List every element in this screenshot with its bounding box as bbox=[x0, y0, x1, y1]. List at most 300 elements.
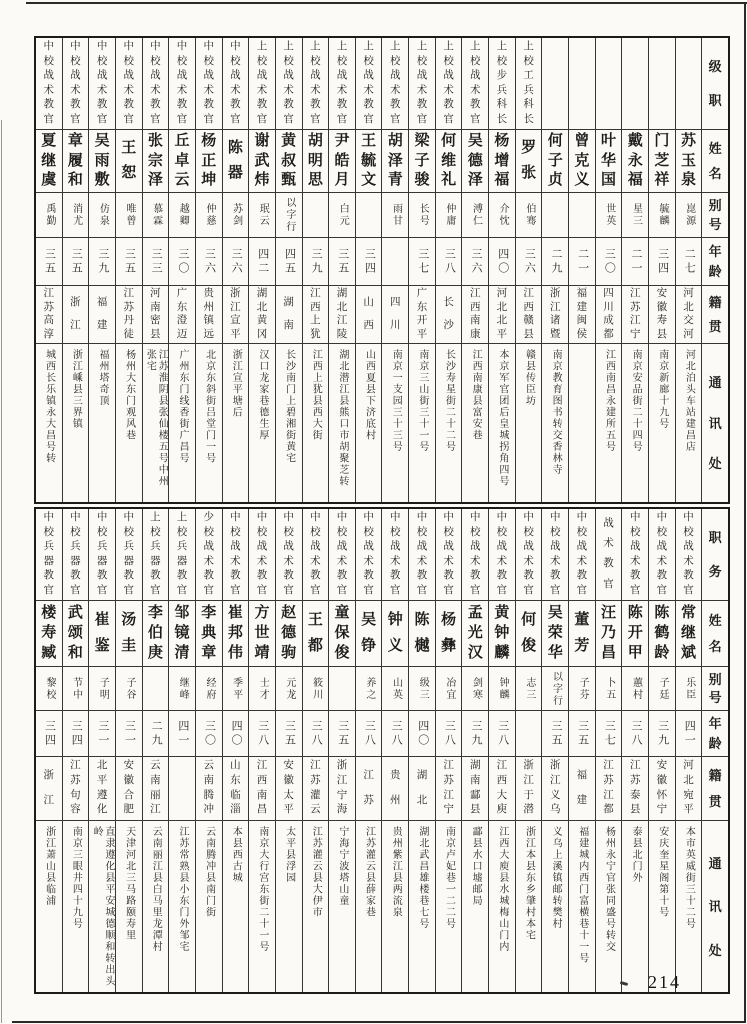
alias-text: 长号 bbox=[417, 203, 429, 227]
cell-age bbox=[356, 238, 382, 286]
header-column bbox=[701, 509, 728, 992]
alias-text: 雨甘 bbox=[390, 203, 402, 227]
cell-alias bbox=[36, 193, 62, 238]
origin-text: 江 苏 灌 云 bbox=[310, 760, 321, 816]
cell-rank bbox=[409, 38, 435, 130]
address-text: 安庆奎星阁第十号 bbox=[656, 826, 668, 918]
cell-name bbox=[116, 601, 142, 667]
cell-alias bbox=[462, 667, 488, 711]
origin-text: 湖 北 江 陵 bbox=[336, 288, 348, 340]
rank-text: 中 校 兵 器 教 官 bbox=[43, 512, 55, 596]
name-text: 董 芳 bbox=[574, 611, 590, 655]
cell-alias bbox=[489, 193, 515, 238]
origin-text: 江 苏 江 都 bbox=[603, 760, 614, 816]
cell-rank bbox=[89, 38, 115, 130]
cell-rank bbox=[542, 38, 568, 130]
cell-age bbox=[89, 238, 115, 286]
cell-rank bbox=[196, 38, 222, 130]
name-text: 黄 钟 麟 bbox=[494, 605, 510, 661]
age-text: 三四 bbox=[70, 719, 83, 748]
cell-address bbox=[382, 344, 408, 502]
header-cell-name bbox=[702, 601, 728, 667]
alias-text: 介忱 bbox=[497, 203, 509, 227]
rank-text: 中 校 战 术 教 官 bbox=[683, 512, 694, 596]
cell-age bbox=[516, 238, 542, 286]
cell-alias bbox=[409, 193, 435, 238]
cell-rank bbox=[356, 509, 382, 601]
cell-alias bbox=[462, 193, 488, 238]
address-text: 贵州紫江县两流泉 bbox=[390, 826, 402, 918]
cell-alias bbox=[63, 193, 89, 238]
person-column bbox=[62, 38, 89, 502]
alias-text: 以字行 bbox=[283, 197, 295, 233]
cell-name bbox=[196, 601, 222, 667]
cell-address bbox=[676, 821, 702, 992]
cell-rank bbox=[676, 38, 702, 130]
header-column bbox=[701, 38, 728, 502]
header-label-age: 年 龄 bbox=[708, 244, 722, 279]
cell-alias bbox=[542, 667, 568, 711]
cell-origin bbox=[542, 757, 568, 821]
origin-text: 江 西 南 康 bbox=[470, 288, 481, 340]
alias-text: 季平 bbox=[230, 676, 242, 701]
origin-text: 北 平 遵 化 bbox=[96, 760, 108, 816]
person-column bbox=[541, 509, 568, 992]
cell-age bbox=[249, 238, 275, 286]
rank-text: 上 校 战 术 教 官 bbox=[443, 41, 454, 125]
cell-address bbox=[462, 344, 488, 502]
rank-text bbox=[542, 38, 568, 129]
address-text: 江西南康县富安巷 bbox=[470, 349, 482, 441]
age-text: 三六 bbox=[470, 247, 483, 276]
cell-alias bbox=[303, 193, 329, 238]
origin-text: 贵 州 bbox=[390, 770, 401, 806]
rank-text: 少 校 战 术 教 官 bbox=[203, 512, 214, 596]
origin-text: 江 苏 bbox=[363, 770, 374, 806]
name-text: 曾 克 义 bbox=[574, 133, 590, 188]
cell-rank bbox=[462, 38, 488, 130]
cell-alias bbox=[382, 193, 408, 238]
cell-rank bbox=[436, 509, 462, 601]
scan-edge-right bbox=[744, 2, 746, 1023]
age-text: 三六 bbox=[523, 247, 536, 276]
person-column bbox=[595, 509, 622, 992]
rank-text: 上 校 战 术 教 官 bbox=[283, 41, 294, 125]
cell-age bbox=[196, 711, 222, 757]
cell-name bbox=[116, 130, 142, 193]
cell-rank bbox=[63, 509, 89, 601]
age-text: 四二 bbox=[256, 247, 269, 276]
name-text: 杨 增 福 bbox=[494, 133, 510, 188]
cell-rank bbox=[596, 38, 622, 130]
header-label-address: 通 讯 处 bbox=[708, 855, 722, 958]
person-column bbox=[488, 38, 515, 502]
cell-address bbox=[436, 344, 462, 502]
name-text: 吴 铮 bbox=[361, 611, 377, 655]
origin-text: 江 苏 句 容 bbox=[70, 760, 81, 816]
cell-origin bbox=[489, 286, 515, 344]
origin-text: 安 徽 太 平 bbox=[283, 760, 294, 816]
name-text: 陈 开 甲 bbox=[627, 605, 643, 661]
cell-origin bbox=[356, 286, 382, 344]
alias-text: 山英 bbox=[390, 676, 402, 701]
cell-age bbox=[223, 711, 249, 757]
cell-address bbox=[116, 344, 142, 502]
cell-rank bbox=[676, 509, 702, 601]
cell-name bbox=[329, 601, 355, 667]
cell-address bbox=[489, 344, 515, 502]
cell-age bbox=[436, 238, 462, 286]
cell-origin bbox=[143, 757, 169, 821]
cell-name bbox=[382, 130, 408, 193]
cell-age bbox=[169, 711, 195, 757]
cell-address bbox=[596, 344, 622, 502]
name-text: 叶 华 国 bbox=[601, 133, 617, 188]
person-column bbox=[275, 38, 302, 502]
cell-name bbox=[462, 130, 488, 193]
cell-name bbox=[382, 601, 408, 667]
cell-alias bbox=[676, 193, 702, 238]
alias-text: 溥仁 bbox=[470, 203, 482, 227]
age-text: 三三 bbox=[150, 247, 163, 276]
age-text: 三四 bbox=[43, 719, 56, 748]
cell-origin bbox=[569, 286, 595, 344]
header-cell-address bbox=[702, 821, 728, 992]
person-column bbox=[435, 38, 462, 502]
origin-text: 广 东 澄 迈 bbox=[176, 288, 188, 340]
cell-origin bbox=[676, 757, 702, 821]
rank-text: 上 校 战 术 教 官 bbox=[470, 41, 481, 125]
cell-origin bbox=[676, 286, 702, 344]
address-text: 南京一支园三十三号 bbox=[390, 349, 402, 453]
address-text: 浙江本县东乡肇村本宅 bbox=[523, 826, 535, 941]
person-column bbox=[568, 509, 595, 992]
cell-origin bbox=[382, 757, 408, 821]
age-text: 三一 bbox=[96, 719, 109, 748]
rank-text: 中 校 兵 器 教 官 bbox=[123, 512, 134, 596]
alias-text: 子芬 bbox=[577, 676, 589, 701]
origin-text: 湖 北 黄 冈 bbox=[256, 288, 268, 340]
cell-alias bbox=[223, 193, 249, 238]
address-text: 江西上犹县西大街 bbox=[310, 349, 322, 441]
origin-text: 浙 江 bbox=[43, 770, 55, 806]
age-text: 三五 bbox=[123, 247, 136, 276]
person-column bbox=[222, 509, 249, 992]
origin-text: 浙 江 宣 平 bbox=[230, 288, 241, 340]
cell-age bbox=[542, 711, 568, 757]
cell-address bbox=[436, 821, 462, 992]
cell-origin bbox=[89, 286, 115, 344]
origin-text: 四 川 成 都 bbox=[603, 288, 614, 340]
age-text: 二一 bbox=[629, 247, 642, 276]
scan-edge-bottom bbox=[12, 1021, 746, 1023]
name-text: 罗 张 bbox=[521, 139, 537, 182]
cell-name bbox=[489, 130, 515, 193]
cell-origin bbox=[36, 286, 62, 344]
cell-age bbox=[276, 238, 302, 286]
cell-name bbox=[516, 601, 542, 667]
cell-rank bbox=[169, 38, 195, 130]
alias-text: 级三 bbox=[417, 676, 429, 701]
name-text: 张 宗 泽 bbox=[147, 133, 163, 188]
scan-edge-left bbox=[1, 120, 2, 1023]
cell-alias bbox=[489, 667, 515, 711]
age-text: 三〇 bbox=[203, 719, 216, 748]
address-text: 赣县传臣坊 bbox=[523, 349, 535, 407]
cell-origin bbox=[169, 757, 195, 821]
age-text: 三八 bbox=[363, 719, 376, 748]
cell-name bbox=[356, 130, 382, 193]
cell-origin bbox=[356, 757, 382, 821]
cell-name bbox=[409, 130, 435, 193]
name-text: 杨 彝 bbox=[441, 611, 457, 655]
cell-address bbox=[516, 344, 542, 502]
name-text: 汪 乃 昌 bbox=[601, 605, 617, 661]
cell-age bbox=[649, 711, 675, 757]
cell-rank bbox=[516, 38, 542, 130]
cell-name bbox=[36, 601, 62, 667]
header-label-name: 姓 名 bbox=[708, 613, 722, 654]
cell-origin bbox=[622, 286, 648, 344]
address-text: 汉口龙家巷德生厚 bbox=[256, 349, 268, 441]
cell-name bbox=[143, 601, 169, 667]
origin-text: 湖 北 bbox=[416, 770, 428, 806]
origin-text: 湖 南 bbox=[283, 297, 294, 331]
header-cell-origin bbox=[702, 286, 728, 344]
cell-name bbox=[622, 601, 648, 667]
age-text: 四〇 bbox=[496, 247, 509, 276]
age-text: 三八 bbox=[629, 719, 642, 748]
cell-name bbox=[196, 130, 222, 193]
cell-address bbox=[116, 821, 142, 992]
rank-text: 中 校 战 术 教 官 bbox=[416, 512, 428, 596]
cell-address bbox=[489, 821, 515, 992]
cell-age bbox=[143, 711, 169, 757]
name-text: 孟 光 汉 bbox=[467, 605, 483, 661]
header-cell-name bbox=[702, 130, 728, 193]
rank-text: 上 校 战 术 教 官 bbox=[416, 41, 428, 125]
name-text: 苏 玉 泉 bbox=[681, 133, 697, 188]
rank-text: 中 校 战 术 教 官 bbox=[390, 512, 401, 596]
name-text: 崔 邦 伟 bbox=[227, 605, 243, 661]
name-text: 钟 义 bbox=[387, 611, 403, 655]
rank-text: 中 校 战 术 教 官 bbox=[470, 512, 481, 596]
cell-age bbox=[89, 711, 115, 757]
age-text: 三八 bbox=[256, 719, 269, 748]
cell-age bbox=[382, 238, 408, 286]
rank-text: 中 校 战 术 教 官 bbox=[256, 512, 268, 596]
rank-text: 中 校 战 术 教 官 bbox=[70, 41, 81, 125]
address-text: 山西夏县下济底村 bbox=[363, 349, 375, 441]
age-text: 三五 bbox=[70, 247, 83, 276]
cell-age bbox=[303, 711, 329, 757]
cell-origin bbox=[649, 286, 675, 344]
officer-table-bottom bbox=[34, 507, 730, 994]
cell-address bbox=[622, 344, 648, 502]
name-text: 李 典 章 bbox=[201, 605, 217, 661]
cell-rank bbox=[436, 38, 462, 130]
rank-text bbox=[649, 38, 675, 129]
name-text: 方 世 靖 bbox=[254, 605, 270, 661]
rank-text bbox=[596, 38, 622, 129]
cell-origin bbox=[63, 286, 89, 344]
name-text: 赵 德 驹 bbox=[281, 605, 297, 661]
cell-age bbox=[116, 238, 142, 286]
origin-text: 湖 南 酃 县 bbox=[470, 760, 481, 816]
cell-address bbox=[569, 821, 595, 992]
person-column bbox=[248, 38, 275, 502]
cell-name bbox=[89, 601, 115, 667]
cell-name bbox=[462, 601, 488, 667]
cell-age bbox=[329, 711, 355, 757]
cell-origin bbox=[409, 286, 435, 344]
person-column bbox=[675, 38, 702, 502]
name-text: 邹 镜 清 bbox=[174, 605, 190, 661]
age-text: 三〇 bbox=[603, 247, 616, 276]
origin-text: 长 沙 bbox=[443, 297, 454, 331]
alias-text: 世英 bbox=[603, 203, 615, 227]
cell-address bbox=[36, 344, 62, 502]
cell-name bbox=[89, 130, 115, 193]
cell-age bbox=[249, 711, 275, 757]
cell-address bbox=[169, 821, 195, 992]
address-text: 宁海宁波塔山童 bbox=[336, 826, 348, 907]
age-text: 三四 bbox=[656, 247, 669, 276]
name-text: 胡 明 思 bbox=[307, 133, 323, 188]
age-text: 二九 bbox=[550, 247, 562, 276]
cell-age bbox=[116, 711, 142, 757]
cell-address bbox=[622, 821, 648, 992]
rank-text: 上 校 战 术 教 官 bbox=[336, 41, 348, 125]
age-text: 二九 bbox=[150, 719, 163, 748]
age-text: 三九 bbox=[656, 719, 669, 748]
cell-alias bbox=[276, 193, 302, 238]
rank-text: 战 术 教 官 bbox=[603, 517, 614, 590]
cell-address bbox=[36, 821, 62, 992]
header-label-rank: 级 职 bbox=[708, 58, 722, 109]
header-label-rank: 职 务 bbox=[708, 529, 722, 580]
name-text: 吴 荣 华 bbox=[547, 605, 563, 661]
cell-alias bbox=[303, 667, 329, 711]
cell-address bbox=[249, 344, 275, 502]
origin-text: 江 西 上 犹 bbox=[310, 288, 321, 340]
cell-origin bbox=[223, 286, 249, 344]
cell-address bbox=[303, 344, 329, 502]
alias-text: 子明 bbox=[97, 676, 109, 701]
person-column bbox=[621, 509, 648, 992]
age-text: 三七 bbox=[416, 247, 429, 276]
cell-origin bbox=[249, 757, 275, 821]
header-cell-rank bbox=[702, 38, 728, 130]
origin-text: 安 徽 寿 县 bbox=[656, 288, 668, 340]
cell-rank bbox=[303, 38, 329, 130]
person-column bbox=[302, 509, 329, 992]
cell-origin bbox=[516, 757, 542, 821]
cell-alias bbox=[436, 667, 462, 711]
rank-text: 中 校 战 术 教 官 bbox=[176, 41, 188, 125]
origin-text: 江 苏 丹 徒 bbox=[123, 288, 134, 340]
cell-alias bbox=[276, 667, 302, 711]
cell-name bbox=[409, 601, 435, 667]
cell-address bbox=[409, 344, 435, 502]
alias-text: 白元 bbox=[337, 203, 349, 227]
address-text: 义乌上溪镇邮转樊村 bbox=[550, 826, 562, 930]
cell-age bbox=[649, 238, 675, 286]
origin-text: 浙 江 于 潜 bbox=[523, 760, 534, 816]
header-cell-address bbox=[702, 344, 728, 502]
cell-address bbox=[569, 344, 595, 502]
cell-alias bbox=[436, 193, 462, 238]
age-text: 三八 bbox=[310, 719, 323, 748]
alias-text: 星三 bbox=[630, 203, 642, 227]
header-label-age: 年 龄 bbox=[708, 716, 722, 751]
cell-age bbox=[542, 238, 568, 286]
person-column bbox=[515, 38, 542, 502]
age-text: 三六 bbox=[203, 247, 216, 276]
cell-address bbox=[169, 344, 195, 502]
cell-address bbox=[89, 344, 115, 502]
cell-alias bbox=[356, 667, 382, 711]
age-text: 三七 bbox=[603, 719, 616, 748]
address-text: 福建城内西门富横巷十一号 bbox=[576, 826, 588, 964]
cell-rank bbox=[382, 38, 408, 130]
address-text: 本县西古城 bbox=[230, 826, 242, 884]
address-text: 太平县浮园 bbox=[283, 826, 295, 884]
age-text: 二一 bbox=[576, 247, 589, 276]
cell-rank bbox=[329, 509, 355, 601]
address-text: 湖北潜江县熊口市胡聚芝转 bbox=[336, 349, 348, 487]
address-text: 南京三眼井四十九号 bbox=[70, 826, 82, 930]
cell-origin bbox=[329, 286, 355, 344]
origin-text: 贵 州 镇 远 bbox=[203, 288, 214, 340]
cell-address bbox=[462, 821, 488, 992]
alias-text: 伯骞 bbox=[523, 203, 535, 227]
origin-text: 江 西 大 庾 bbox=[496, 760, 508, 816]
age-text: 三八 bbox=[443, 719, 456, 748]
person-column bbox=[142, 38, 169, 502]
cell-origin bbox=[382, 286, 408, 344]
age-text: 三八 bbox=[496, 719, 509, 748]
address-text: 福州塔奇顶 bbox=[96, 349, 108, 407]
origin-text: 安 徽 怀 宁 bbox=[656, 760, 668, 816]
cell-rank bbox=[622, 38, 648, 130]
alias-text: 养之 bbox=[363, 676, 375, 701]
cell-alias bbox=[596, 667, 622, 711]
cell-alias bbox=[356, 193, 382, 238]
origin-text: 山 东 临 淄 bbox=[230, 760, 241, 816]
alias-text: 筱川 bbox=[310, 676, 322, 701]
cell-rank bbox=[223, 509, 249, 601]
cell-name bbox=[169, 130, 195, 193]
cell-origin bbox=[116, 757, 142, 821]
alias-text: 士才 bbox=[257, 676, 269, 701]
rank-text: 中 校 战 术 教 官 bbox=[656, 512, 668, 596]
header-label-name: 姓 名 bbox=[708, 141, 722, 181]
cell-origin bbox=[196, 286, 222, 344]
person-column bbox=[195, 509, 222, 992]
cell-rank bbox=[409, 509, 435, 601]
rank-text: 上 校 兵 器 教 官 bbox=[150, 512, 161, 596]
person-column bbox=[142, 509, 169, 992]
address-text: 长沙寿星街二十二号 bbox=[443, 349, 455, 453]
name-text: 黄 叔 甄 bbox=[281, 133, 297, 188]
cell-alias bbox=[89, 667, 115, 711]
cell-rank bbox=[143, 38, 169, 130]
name-text: 何 维 礼 bbox=[441, 133, 457, 188]
cell-name bbox=[622, 130, 648, 193]
cell-name bbox=[36, 130, 62, 193]
rank-text bbox=[569, 38, 595, 129]
